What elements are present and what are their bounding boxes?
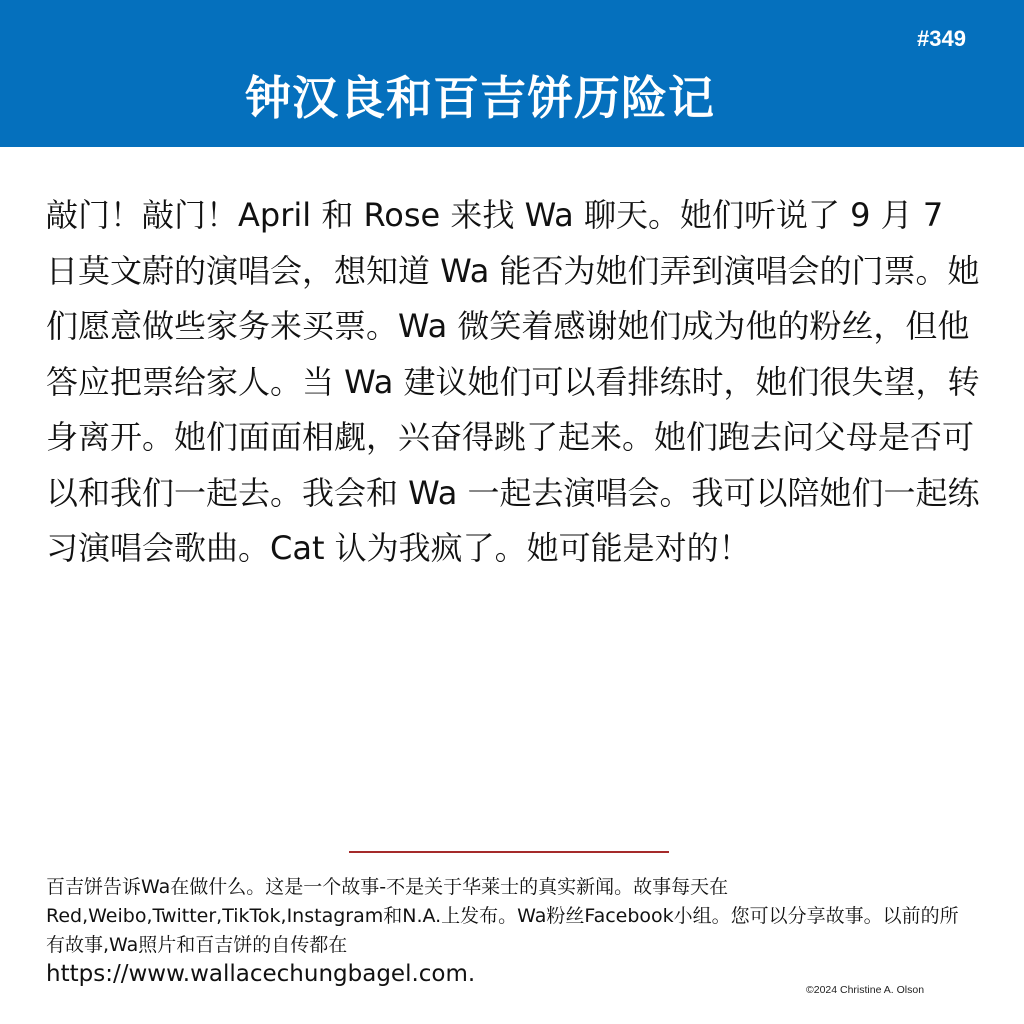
page-title: 钟汉良和百吉饼历险记 (245, 71, 715, 125)
copyright-notice: ©2024 Christine A. Olson (806, 984, 925, 996)
header-banner (0, 0, 1024, 147)
episode-number: #349 (917, 26, 966, 51)
website-link[interactable]: https://www.wallacechungbagel.com. (46, 961, 476, 987)
footer-text: 百吉饼告诉Wa在做什么。这是一个故事-不是关于华莱士的真实新闻。故事每天在Red,Weibo,Twitter,TikTok,Instagram和N.A.上发布。Wa粉丝Facebook小组。您可以分享故事。以前的所有故事,Wa照片和百吉饼的自传都在 (46, 876, 959, 956)
footer-note (46, 873, 976, 990)
story-text: 敲门！敲门！April 和 Rose 来找 Wa 聊天。她们听说了 9 月 7 日莫文蔚的演唱会，想知道 Wa 能否为她们弄到演唱会的门票。她们愿意做些家务来买票。Wa 微笑着感谢她们成为他的粉丝，但他答应把票给家人。当 Wa 建议她们可以看排练时，她们很失望，转身离开。她们面面相觑，兴奋得跳了起来。她们跑去问父母是否可以和我们一起去。我会和 Wa 一起去演唱会。我可以陪她们一起练习演唱会歌曲。Cat 认为我疯了。她可能是对的！ (46, 196, 980, 567)
divider (349, 851, 669, 853)
